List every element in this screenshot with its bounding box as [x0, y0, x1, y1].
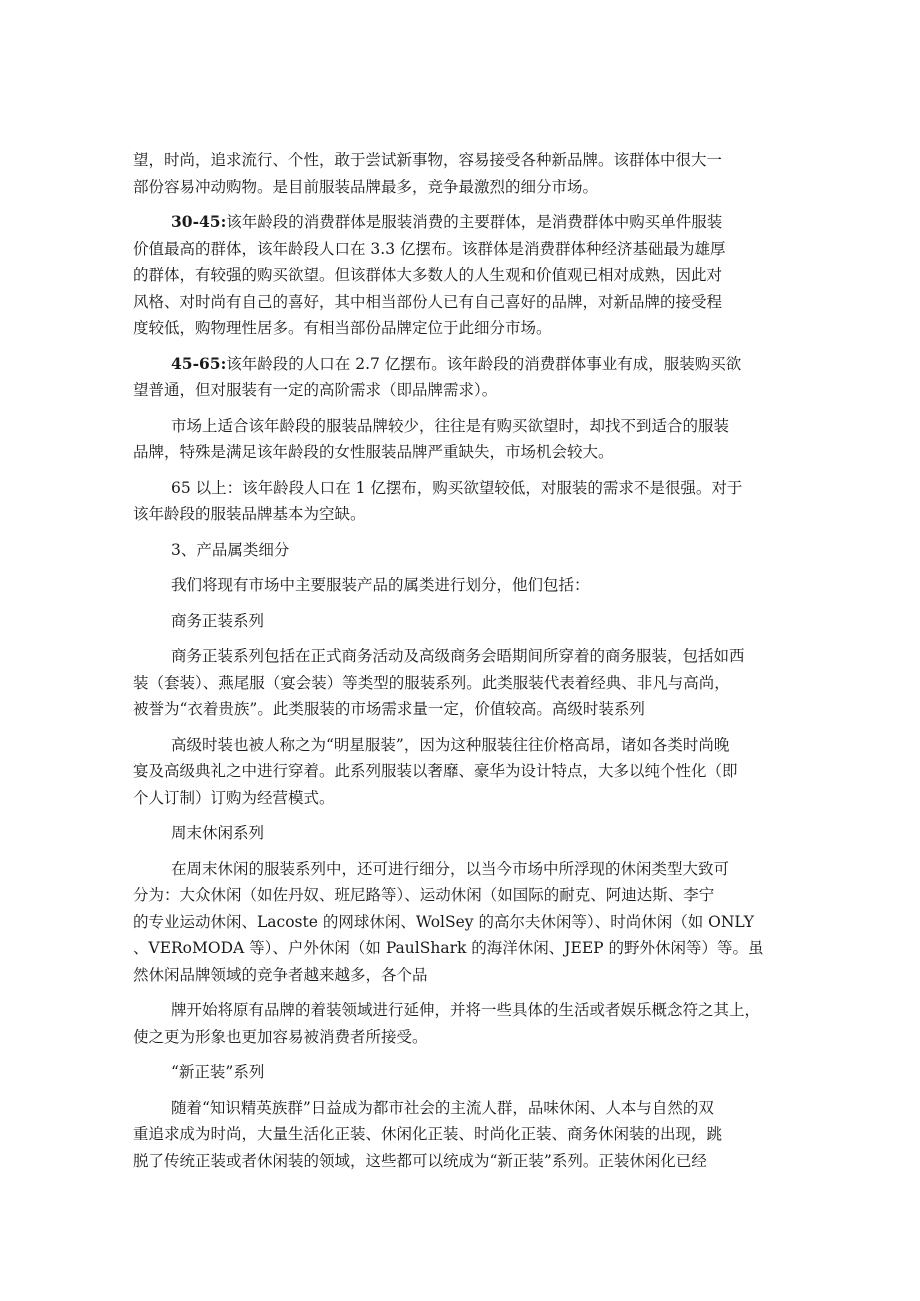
age-range-label: 45-65:: [171, 353, 227, 373]
document-page: [133, 147, 783, 1183]
text-line: 我们将现有市场中主要服装产品的属类进行划分，他们包括：: [171, 576, 590, 594]
text-line: 风格、对时尚有自己的喜好，其中相当部份人已有自己喜好的品牌，对新品牌的接受程: [133, 292, 723, 311]
text-line: 宴及高级典礼之中进行穿着。此系列服装以奢靡、豪华为设计特点，大多以纯个性化（即: [133, 762, 738, 780]
text-line: 品牌，特殊是满足该年龄段的女性服装品牌严重缺失，市场机会较大。: [133, 443, 614, 461]
paragraph-market-gap: [133, 413, 783, 466]
text-line: 度较低，购物理性居多。有相当部份品牌定位于此细分市场。: [133, 319, 552, 337]
subheading-weekend-casual: [133, 820, 783, 847]
paragraph-brand-extension: [133, 997, 783, 1050]
text-line: 该年龄段的服装品牌基本为空缺。: [133, 505, 366, 523]
text-line: 脱了传统正装或者休闲装的领域，这些都可以统成为“新正装”系列。正装休闲化已经: [133, 1151, 707, 1170]
subheading-business-formal: [133, 608, 783, 635]
text-line: 3、产品属类细分: [171, 540, 290, 559]
text-line: [133, 209, 783, 236]
text-line: 随着“知识精英族群”日益成为都市社会的主流人群，品味休闲、人本与自然的双: [171, 1098, 714, 1117]
text-line: 装（套装）、燕尾服（宴会装）等类型的服装系列。此类服装代表着经典、非凡与高尚，: [133, 673, 730, 692]
text-line: “新正装”系列: [171, 1063, 265, 1081]
text-line-content: 该年龄段的消费群体是服装消费的主要群体，是消费群体中购买单件服装: [226, 213, 723, 231]
section-heading-product-category: [133, 537, 783, 564]
text-line: 个人订制）订购为经营模式。: [133, 788, 335, 807]
paragraph-youth-market: [133, 147, 783, 200]
text-line: 使之更为形象也更加容易被消费者所接受。: [133, 1027, 428, 1046]
text-line: 、VERoMODA 等）、户外休闲（如 PaulShark 的海洋休闲、JEEP 的野外休闲等）等。虽: [133, 939, 764, 957]
text-line: 市场上适合该年龄段的服装品牌较少，往往是有购买欲望时，却找不到适合的服装: [171, 416, 730, 435]
text-line: 的专业运动休闲、Lacoste 的网球休闲、WolSey 的高尔夫休闲等）、时尚休闲（如 ONLY: [133, 912, 754, 931]
text-line: 65 以上：该年龄段人口在 1 亿摆布，购买欲望较低，对服装的需求不是很强。对于: [171, 478, 743, 497]
text-line: 周末休闲系列: [171, 824, 265, 842]
text-line: 在周末休闲的服装系列中，还可进行细分，以当今市场中所浮现的休闲类型大致可: [171, 859, 730, 878]
paragraph-weekend-casual: [133, 856, 783, 989]
text-line: 重追求成为时尚，大量生活化正装、休闲化正装、时尚化正装、商务休闲装的出现，跳: [133, 1125, 723, 1143]
text-line: 部份容易冲动购物。是目前服装品牌最多，竞争最激烈的细分市场。: [133, 177, 599, 196]
text-line: 分为：大众休闲（如佐丹奴、班尼路等）、运动休闲（如国际的耐克、阿迪达斯、李宁: [133, 886, 715, 904]
text-line: 望，时尚，追求流行、个性，敢于尝试新事物，容易接受各种新品牌。该群体中很大一: [133, 151, 723, 169]
text-line: 望普通，但对服装有一定的高阶需求（即品牌需求）。: [133, 381, 498, 399]
paragraph-new-formal: [133, 1095, 783, 1175]
text-line: 商务正装系列包括在正式商务活动及高级商务会晤期间所穿着的商务服装，包括如西: [171, 647, 745, 665]
text-line-content: 该年龄段的人口在 2.7 亿摆布。该年龄段的消费群体事业有成，服装购买欲: [226, 354, 742, 373]
text-line: 高级时装也被人称之为“明星服装”，因为这种服装往往价格高昂，诸如各类时尚晚: [171, 735, 730, 754]
paragraph-age-45-65: [133, 351, 783, 404]
text-line: 价值最高的群体，该年龄段人口在 3.3 亿摆布。该群体是消费群体种经济基础最为雄厚: [133, 239, 726, 258]
paragraph-age-65-plus: [133, 475, 783, 528]
paragraph-age-30-45: [133, 209, 783, 342]
text-line: 被誉为“衣着贵族”。此类服装的市场需求量一定，价值较高。高级时装系列: [133, 700, 645, 718]
text-line: 牌开始将原有品牌的着装领域进行延伸，并将一些具体的生活或者娱乐概念符之其上，: [171, 1001, 761, 1019]
paragraph-haute-couture: [133, 732, 783, 812]
subheading-new-formal: [133, 1059, 783, 1086]
text-line: 的群体，有较强的购买欲望。但该群体大多数人的人生观和价值观已相对成熟，因此对: [133, 266, 723, 284]
age-range-label: 30-45:: [171, 212, 227, 231]
paragraph-category-intro: [133, 572, 783, 599]
paragraph-business-formal: [133, 643, 783, 723]
text-line: [133, 351, 783, 378]
text-line: 商务正装系列: [171, 611, 265, 630]
text-line: 然休闲品牌领域的竞争者越来越多，各个品: [133, 965, 428, 984]
